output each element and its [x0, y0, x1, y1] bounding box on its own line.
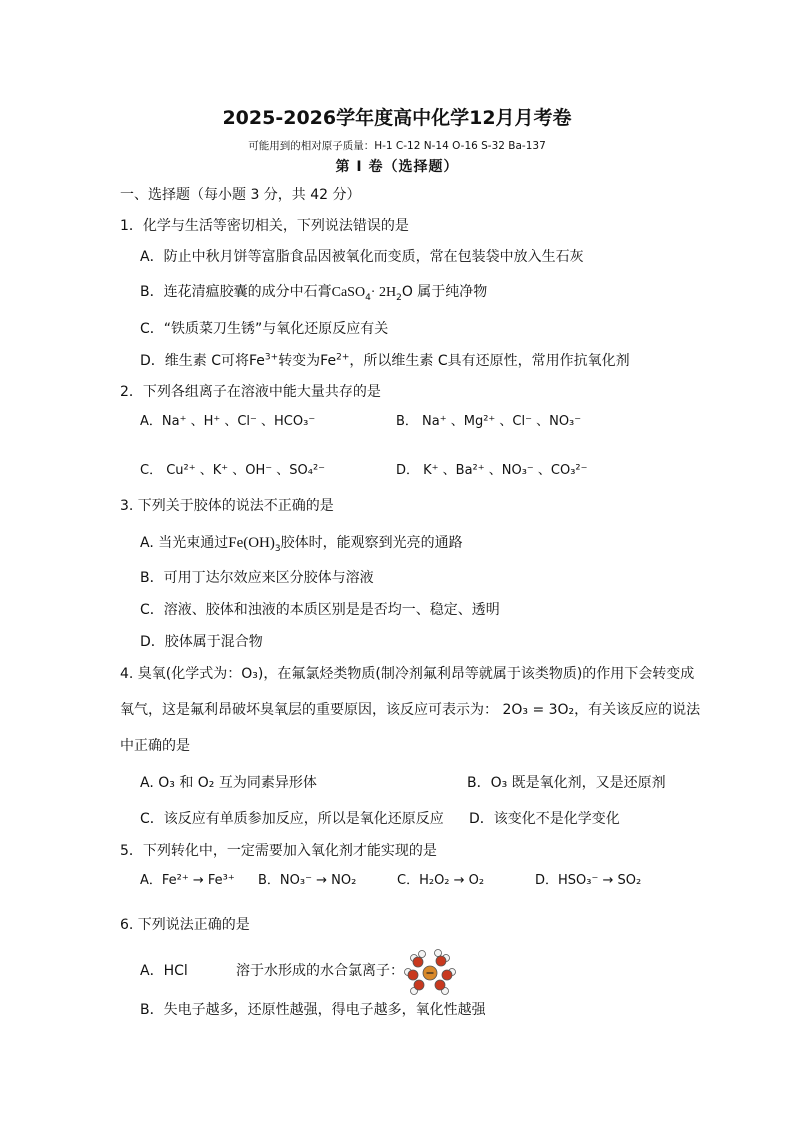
q4-stem-line1: 4. 臭氧(化学式为：O₃)，在氟氯烃类物质(制冷剂氟利昂等就属于该类物质)的作用下会转变成 — [120, 666, 695, 682]
q1-d-mid: 转变为Fe — [278, 353, 337, 369]
q1-b-pre: B．连花清瘟胶囊的成分中石膏 — [140, 284, 332, 300]
q5-option-d: D．HSO₃⁻ → SO₂ — [535, 873, 642, 888]
q4-option-b: B．O₃ 既是氧化剂，又是还原剂 — [467, 775, 666, 791]
q1-option-d — [140, 352, 630, 370]
q2-option-a: A．Na⁺ 、H⁺ 、Cl⁻ 、HCO₃⁻ — [140, 414, 316, 429]
part-title: 第 Ⅰ 卷（选择题） — [335, 159, 459, 175]
q4-stem-line3: 中正确的是 — [120, 738, 190, 754]
q5-option-b: B．NO₃⁻ → NO₂ — [258, 873, 357, 888]
q1-option-a: A．防止中秋月饼等富脂食品因被氧化而变质，常在包装袋中放入生石灰 — [140, 249, 584, 265]
q1-stem: 1．化学与生活等密切相关，下列说法错误的是 — [120, 218, 409, 234]
q3-a-pre: A. 当光束通过 — [140, 535, 229, 551]
q2-stem: 2．下列各组离子在溶液中能大量共存的是 — [120, 384, 381, 400]
q6-stem: 6. 下列说法正确的是 — [120, 917, 250, 933]
q4-stem-line2: 氧气，这是氟利昂破坏臭氧层的重要原因，该反应可表示为： 2O₃ = 3O₂，有关该反应的说法 — [120, 702, 701, 718]
section-heading: 一、选择题（每小题 3 分，共 42 分） — [120, 187, 361, 203]
q2-option-d: D． K⁺ 、Ba²⁺ 、NO₃⁻ 、CO₃²⁻ — [396, 463, 588, 478]
q1-b-mid: · 2H — [370, 285, 397, 300]
q2-option-c: C． Cu²⁺ 、K⁺ 、OH⁻ 、SO₄²⁻ — [140, 463, 326, 478]
q3-option-d: D．胶体属于混合物 — [140, 634, 263, 650]
q1-d-pre: D．维生素 C可将Fe — [140, 353, 265, 369]
q3-option-c: C．溶液、胶体和浊液的本质区别是是否均一、稳定、透明 — [140, 602, 500, 618]
q1-d-sup1: 3+ — [264, 352, 279, 363]
q1-b-sub: 4 — [365, 292, 371, 303]
q3-option-b: B．可用丁达尔效应来区分胶体与溶液 — [140, 570, 374, 586]
q1-option-b — [140, 283, 487, 302]
q3-option-a — [140, 534, 463, 552]
exam-title: 2025-2026学年度高中化学12月月考卷 — [222, 107, 572, 129]
q5-stem: 5．下列转化中，一定需要加入氧化剂才能实现的是 — [120, 843, 437, 859]
q3-a-formula: Fe(OH) — [228, 535, 275, 551]
q4-option-c: C．该反应有单质参加反应，所以是氧化还原反应 — [140, 811, 444, 827]
q1-d-post: ，所以维生素 C具有还原性，常用作抗氧化剂 — [349, 353, 630, 369]
q4-option-d: D．该变化不是化学变化 — [469, 811, 620, 827]
q3-stem: 3. 下列关于胶体的说法不正确的是 — [120, 498, 334, 514]
hydrated-chloride-ion-icon — [404, 948, 456, 996]
q6-option-b: B．失电子越多，还原性越强，得电子越多，氧化性越强 — [140, 1002, 486, 1018]
q1-b-formula: CaSO — [331, 285, 366, 300]
q6-option-a-pre: A．HCl — [140, 963, 188, 979]
q1-d-sup2: 2+ — [336, 352, 350, 363]
q6-option-a-post: 溶于水形成的水合氯离子： — [236, 963, 404, 979]
atomic-masses: 可能用到的相对原子质量：H-1 C-12 N-14 O-16 S-32 Ba-137 — [248, 140, 546, 152]
q1-option-c: C．“铁质菜刀生锈”与氧化还原反应有关 — [140, 321, 389, 337]
q3-a-post: 胶体时，能观察到光亮的通路 — [280, 535, 463, 551]
q5-option-c: C．H₂O₂ → O₂ — [397, 873, 485, 888]
q2-option-b: B． Na⁺ 、Mg²⁺ 、Cl⁻ 、NO₃⁻ — [396, 414, 582, 429]
q4-option-a: A. O₃ 和 O₂ 互为同素异形体 — [140, 775, 317, 791]
q3-a-sub: 3 — [274, 543, 281, 554]
q5-option-a: A．Fe²⁺ → Fe³⁺ — [140, 873, 235, 888]
q1-b-post: O 属于纯净物 — [401, 284, 488, 300]
q1-b-sub2: 2 — [396, 292, 402, 303]
